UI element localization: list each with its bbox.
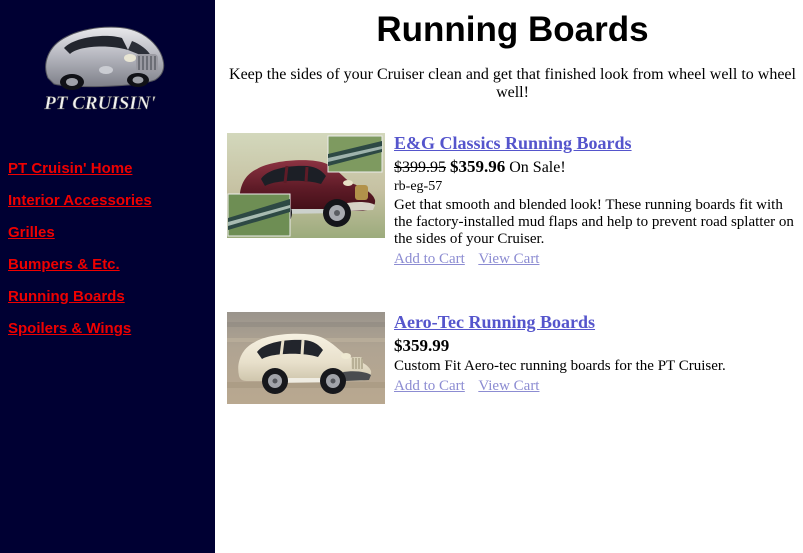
running-board-inset-top-right (328, 136, 382, 172)
cart-links (394, 378, 798, 395)
page-title: Running Boards (376, 10, 649, 49)
product-row-eg-classics (227, 133, 798, 268)
product-description: Custom Fit Aero-tec running boards for the PT Cruiser. (394, 358, 726, 374)
main-content (215, 0, 803, 553)
sidebar-item-running-boards[interactable]: Running Boards (8, 288, 125, 305)
sidebar-nav (8, 161, 215, 336)
sidebar-item-interior-accessories[interactable]: Interior Accessories (8, 192, 152, 209)
sidebar-item-home[interactable]: PT Cruisin' Home (8, 160, 133, 177)
product-info-eg-classics (394, 133, 798, 268)
view-cart-link[interactable]: View Cart (478, 251, 540, 267)
old-price: $399.95 (394, 159, 446, 176)
sidebar (0, 0, 215, 553)
product-title-link[interactable]: E&G Classics Running Boards (394, 133, 632, 153)
product-title-link[interactable]: Aero-Tec Running Boards (394, 312, 596, 332)
price: $359.99 (394, 336, 450, 355)
product-info-aero-tec (394, 312, 798, 404)
sale-price: $359.96 (450, 157, 506, 176)
running-board-inset-bottom-left (228, 194, 290, 236)
sidebar-item-grilles[interactable]: Grilles (8, 224, 55, 241)
product-photo-maroon-pt-cruiser (227, 133, 385, 238)
on-sale-label: On Sale! (509, 159, 566, 176)
add-to-cart-link[interactable]: Add to Cart (394, 251, 465, 267)
sidebar-item-spoilers-wings[interactable]: Spoilers & Wings (8, 320, 132, 337)
cart-links (394, 251, 798, 268)
price-line (394, 336, 798, 356)
product-photo-white-pt-cruiser (227, 312, 385, 404)
product-image-link-aero-tec[interactable] (227, 312, 385, 404)
view-cart-link[interactable]: View Cart (478, 378, 540, 394)
pt-cruisin-logo-link[interactable] (20, 8, 180, 121)
product-sku: rb-eg-57 (394, 179, 443, 194)
add-to-cart-link[interactable]: Add to Cart (394, 378, 465, 394)
sidebar-item-bumpers[interactable]: Bumpers & Etc. (8, 256, 120, 273)
page-subtitle: Keep the sides of your Cruiser clean and get that finished look from wheel well to wheel well! (229, 66, 796, 101)
product-row-aero-tec (227, 312, 798, 404)
pt-cruisin-logo-image (20, 8, 180, 116)
logo-text: PT CRUISIN' (44, 93, 156, 114)
price-line (394, 157, 798, 177)
product-image-link-eg-classics[interactable] (227, 133, 385, 268)
product-description: Get that smooth and blended look! These running boards fit with the factory-installed mud flaps and help to prevent road splatter on the sides of your Cruiser. (394, 197, 794, 247)
